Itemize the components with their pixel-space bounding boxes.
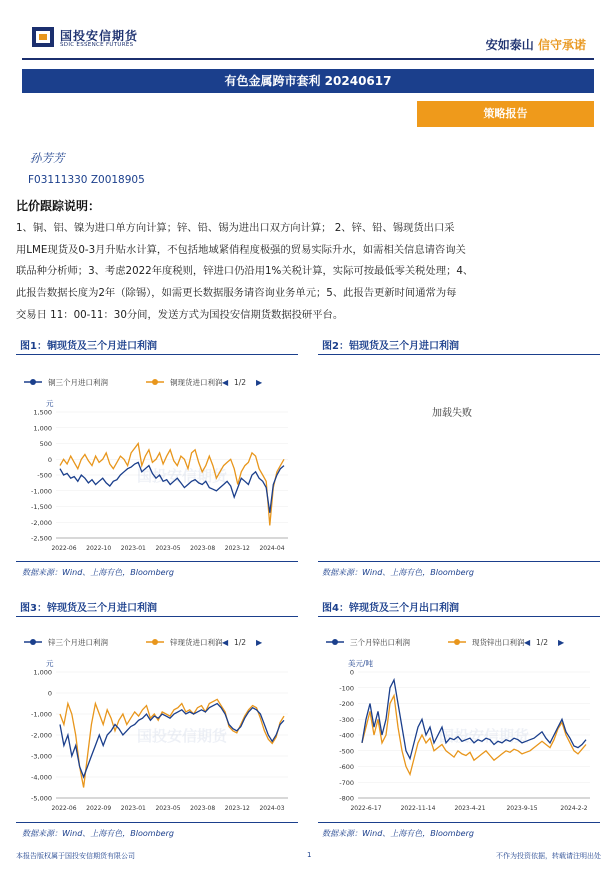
figure-2-source: 数据来源：Wind、上海有色，Bloomberg xyxy=(322,568,474,577)
y-tick-label: 1,500 xyxy=(33,408,52,417)
y-tick-label: -400 xyxy=(339,731,354,740)
y-axis-label: 元 xyxy=(46,659,54,668)
legend-page: 1/2 xyxy=(234,638,247,647)
figure-1-bottom-rule xyxy=(16,561,298,562)
legend-swatch-marker xyxy=(332,639,338,645)
legend-swatch-marker xyxy=(152,639,158,645)
x-tick-label: 2024-2-2 xyxy=(560,805,588,812)
legend-swatch-marker xyxy=(30,379,36,385)
logo-icon xyxy=(32,27,54,47)
report-type-badge: 策略报告 xyxy=(417,101,594,127)
legend-swatch-marker xyxy=(30,639,36,645)
x-tick-label: 2023-4-21 xyxy=(454,805,486,812)
footer-disclaimer: 不作为投资依据，转载请注明出处 xyxy=(496,852,601,860)
y-tick-label: 1,000 xyxy=(33,424,52,433)
author-ids: F03111330 Z0018905 xyxy=(28,174,145,186)
x-tick-label: 2022-06 xyxy=(51,545,77,552)
header-divider xyxy=(22,58,594,60)
legend-label: 铜现货进口利润 xyxy=(170,378,223,387)
y-tick-label: -200 xyxy=(339,700,354,708)
legend-swatch-marker xyxy=(454,639,460,645)
x-tick-label: 2022-10 xyxy=(86,545,112,552)
figure-3-source: 数据来源：Wind、上海有色，Bloomberg xyxy=(22,829,174,838)
y-tick-label: -1,000 xyxy=(31,710,52,719)
figure-1-chart xyxy=(16,360,298,560)
legend-label: 现货锌出口利润 xyxy=(472,638,525,647)
desc-line: 此报告数据长度为2年（除锡），如需更长数据服务请咨询业务单元；5、此报告更新时间通常为每 xyxy=(16,287,457,300)
y-tick-label: -2,000 xyxy=(31,518,52,527)
desc-line: 联品种分析师；3、考虑2022年度税则，锌进口仍沿用1%关税计算，实际可按最低零关税处理；4、 xyxy=(16,265,474,278)
figure-1-source: 数据来源：Wind、上海有色，Bloomberg xyxy=(22,568,174,577)
figure-4-top-rule xyxy=(318,616,600,617)
x-tick-label: 2022-09 xyxy=(86,805,112,812)
figure-4-chart xyxy=(318,620,600,820)
figure-2-title: 图2：铝现货及三个月进口利润 xyxy=(322,341,459,352)
x-tick-label: 2023-12 xyxy=(224,805,250,812)
section-heading: 比价跟踪说明： xyxy=(16,199,101,213)
legend-label: 锌三个月进口利润 xyxy=(48,638,108,647)
figure-3-chart xyxy=(16,620,298,820)
watermark: 国投安信期货 xyxy=(136,727,228,745)
figure-1-top-rule xyxy=(16,354,298,355)
desc-line: 用LME现货及0-3月升贴水计算，不包括地域紧俏程度极强的贸易实际升水，如需相关信息请咨询关 xyxy=(16,243,466,256)
y-axis-label: 美元/吨 xyxy=(348,659,374,668)
y-tick-label: 0 xyxy=(47,689,52,698)
y-tick-label: -500 xyxy=(37,471,52,480)
x-tick-label: 2023-01 xyxy=(120,545,146,552)
y-tick-label: 500 xyxy=(39,440,52,448)
y-tick-label: 0 xyxy=(47,455,52,464)
y-tick-label: -100 xyxy=(339,684,354,693)
logo-text: 国投安信期货 xyxy=(60,29,139,43)
x-tick-label: 2023-05 xyxy=(155,805,181,812)
y-tick-label: -2,000 xyxy=(31,731,52,740)
slogan-part-1: 安如泰山 xyxy=(485,38,534,52)
y-tick-label: -4,000 xyxy=(31,773,52,782)
figure-4-source: 数据来源：Wind、上海有色，Bloomberg xyxy=(322,829,474,838)
slogan-part-2: 信守承诺 xyxy=(537,38,586,52)
legend-label: 三个月锌出口利润 xyxy=(350,638,410,647)
figure-3-bottom-rule xyxy=(16,822,298,823)
x-tick-label: 2022-6-17 xyxy=(350,805,382,812)
y-tick-label: -1,500 xyxy=(31,503,52,511)
x-tick-label: 2023-08 xyxy=(190,805,216,812)
slogan xyxy=(486,36,586,53)
author-name: 孙芳芳 xyxy=(30,151,65,165)
figure-3-title: 图3：锌现货及三个月进口利润 xyxy=(20,603,157,614)
x-tick-label: 2024-04 xyxy=(259,545,285,552)
y-tick-label: -3,000 xyxy=(31,752,52,761)
footer-copyright: 本报告版权属于国投安信期货有限公司 xyxy=(16,852,135,860)
legend-page: 1/2 xyxy=(234,378,247,387)
y-tick-label: -600 xyxy=(339,763,354,771)
x-tick-label: 2023-12 xyxy=(224,545,250,552)
watermark: 国投安信期货 xyxy=(136,467,228,485)
legend-prev-icon: ◀ xyxy=(222,638,229,647)
y-axis-label: 元 xyxy=(46,399,54,408)
legend-next-icon: ▶ xyxy=(256,638,263,647)
y-tick-label: -2,500 xyxy=(31,534,52,543)
figure-2-load-failed: 加载失败 xyxy=(432,408,472,419)
figure-4-title: 图4：锌现货及三个月出口利润 xyxy=(322,603,459,614)
x-tick-label: 2023-05 xyxy=(155,545,181,552)
page-number: 1 xyxy=(307,851,312,859)
y-tick-label: -800 xyxy=(339,794,354,803)
legend-swatch-marker xyxy=(152,379,158,385)
y-tick-label: -1,000 xyxy=(31,487,52,496)
legend-label: 铜三个月进口利润 xyxy=(48,378,108,387)
y-tick-label: -500 xyxy=(339,747,354,756)
x-tick-label: 2023-9-15 xyxy=(506,805,538,812)
legend-prev-icon: ◀ xyxy=(222,378,229,387)
x-tick-label: 2024-03 xyxy=(259,805,285,812)
x-tick-label: 2023-01 xyxy=(120,805,146,812)
figure-2-top-rule xyxy=(318,354,600,355)
y-tick-label: 1,000 xyxy=(33,668,52,677)
legend-page: 1/2 xyxy=(536,638,549,647)
figure-3-top-rule xyxy=(16,616,298,617)
y-tick-label: -300 xyxy=(339,715,354,724)
section-description xyxy=(16,218,598,327)
x-tick-label: 2022-06 xyxy=(51,805,77,812)
desc-line: 1、铜、铝、镍为进口单方向计算；锌、铅、锡为进出口双方向计算； 2、锌、铅、锡现货出口采 xyxy=(16,222,455,234)
legend-prev-icon: ◀ xyxy=(524,638,531,647)
figure-2-bottom-rule xyxy=(318,561,600,562)
x-tick-label: 2022-11-14 xyxy=(400,805,436,812)
x-tick-label: 2023-08 xyxy=(190,545,216,552)
report-title: 有色金属跨市套利 20240617 xyxy=(22,69,594,93)
y-tick-label: -700 xyxy=(339,778,354,787)
y-tick-label: 0 xyxy=(349,668,354,677)
desc-line: 交易日 11：00-11：30分间，发送方式为国投安信期货数据投研平台。 xyxy=(16,308,344,321)
logo-subtext: SDIC ESSENCE FUTURES xyxy=(60,42,134,48)
figure-1-title: 图1：铜现货及三个月进口利润 xyxy=(20,341,157,352)
legend-next-icon: ▶ xyxy=(256,378,263,387)
watermark: 国投安信期货 xyxy=(438,727,530,745)
y-tick-label: -5,000 xyxy=(31,794,52,803)
legend-next-icon: ▶ xyxy=(558,638,565,647)
figure-4-bottom-rule xyxy=(318,822,600,823)
legend-label: 锌现货进口利润 xyxy=(170,638,223,647)
